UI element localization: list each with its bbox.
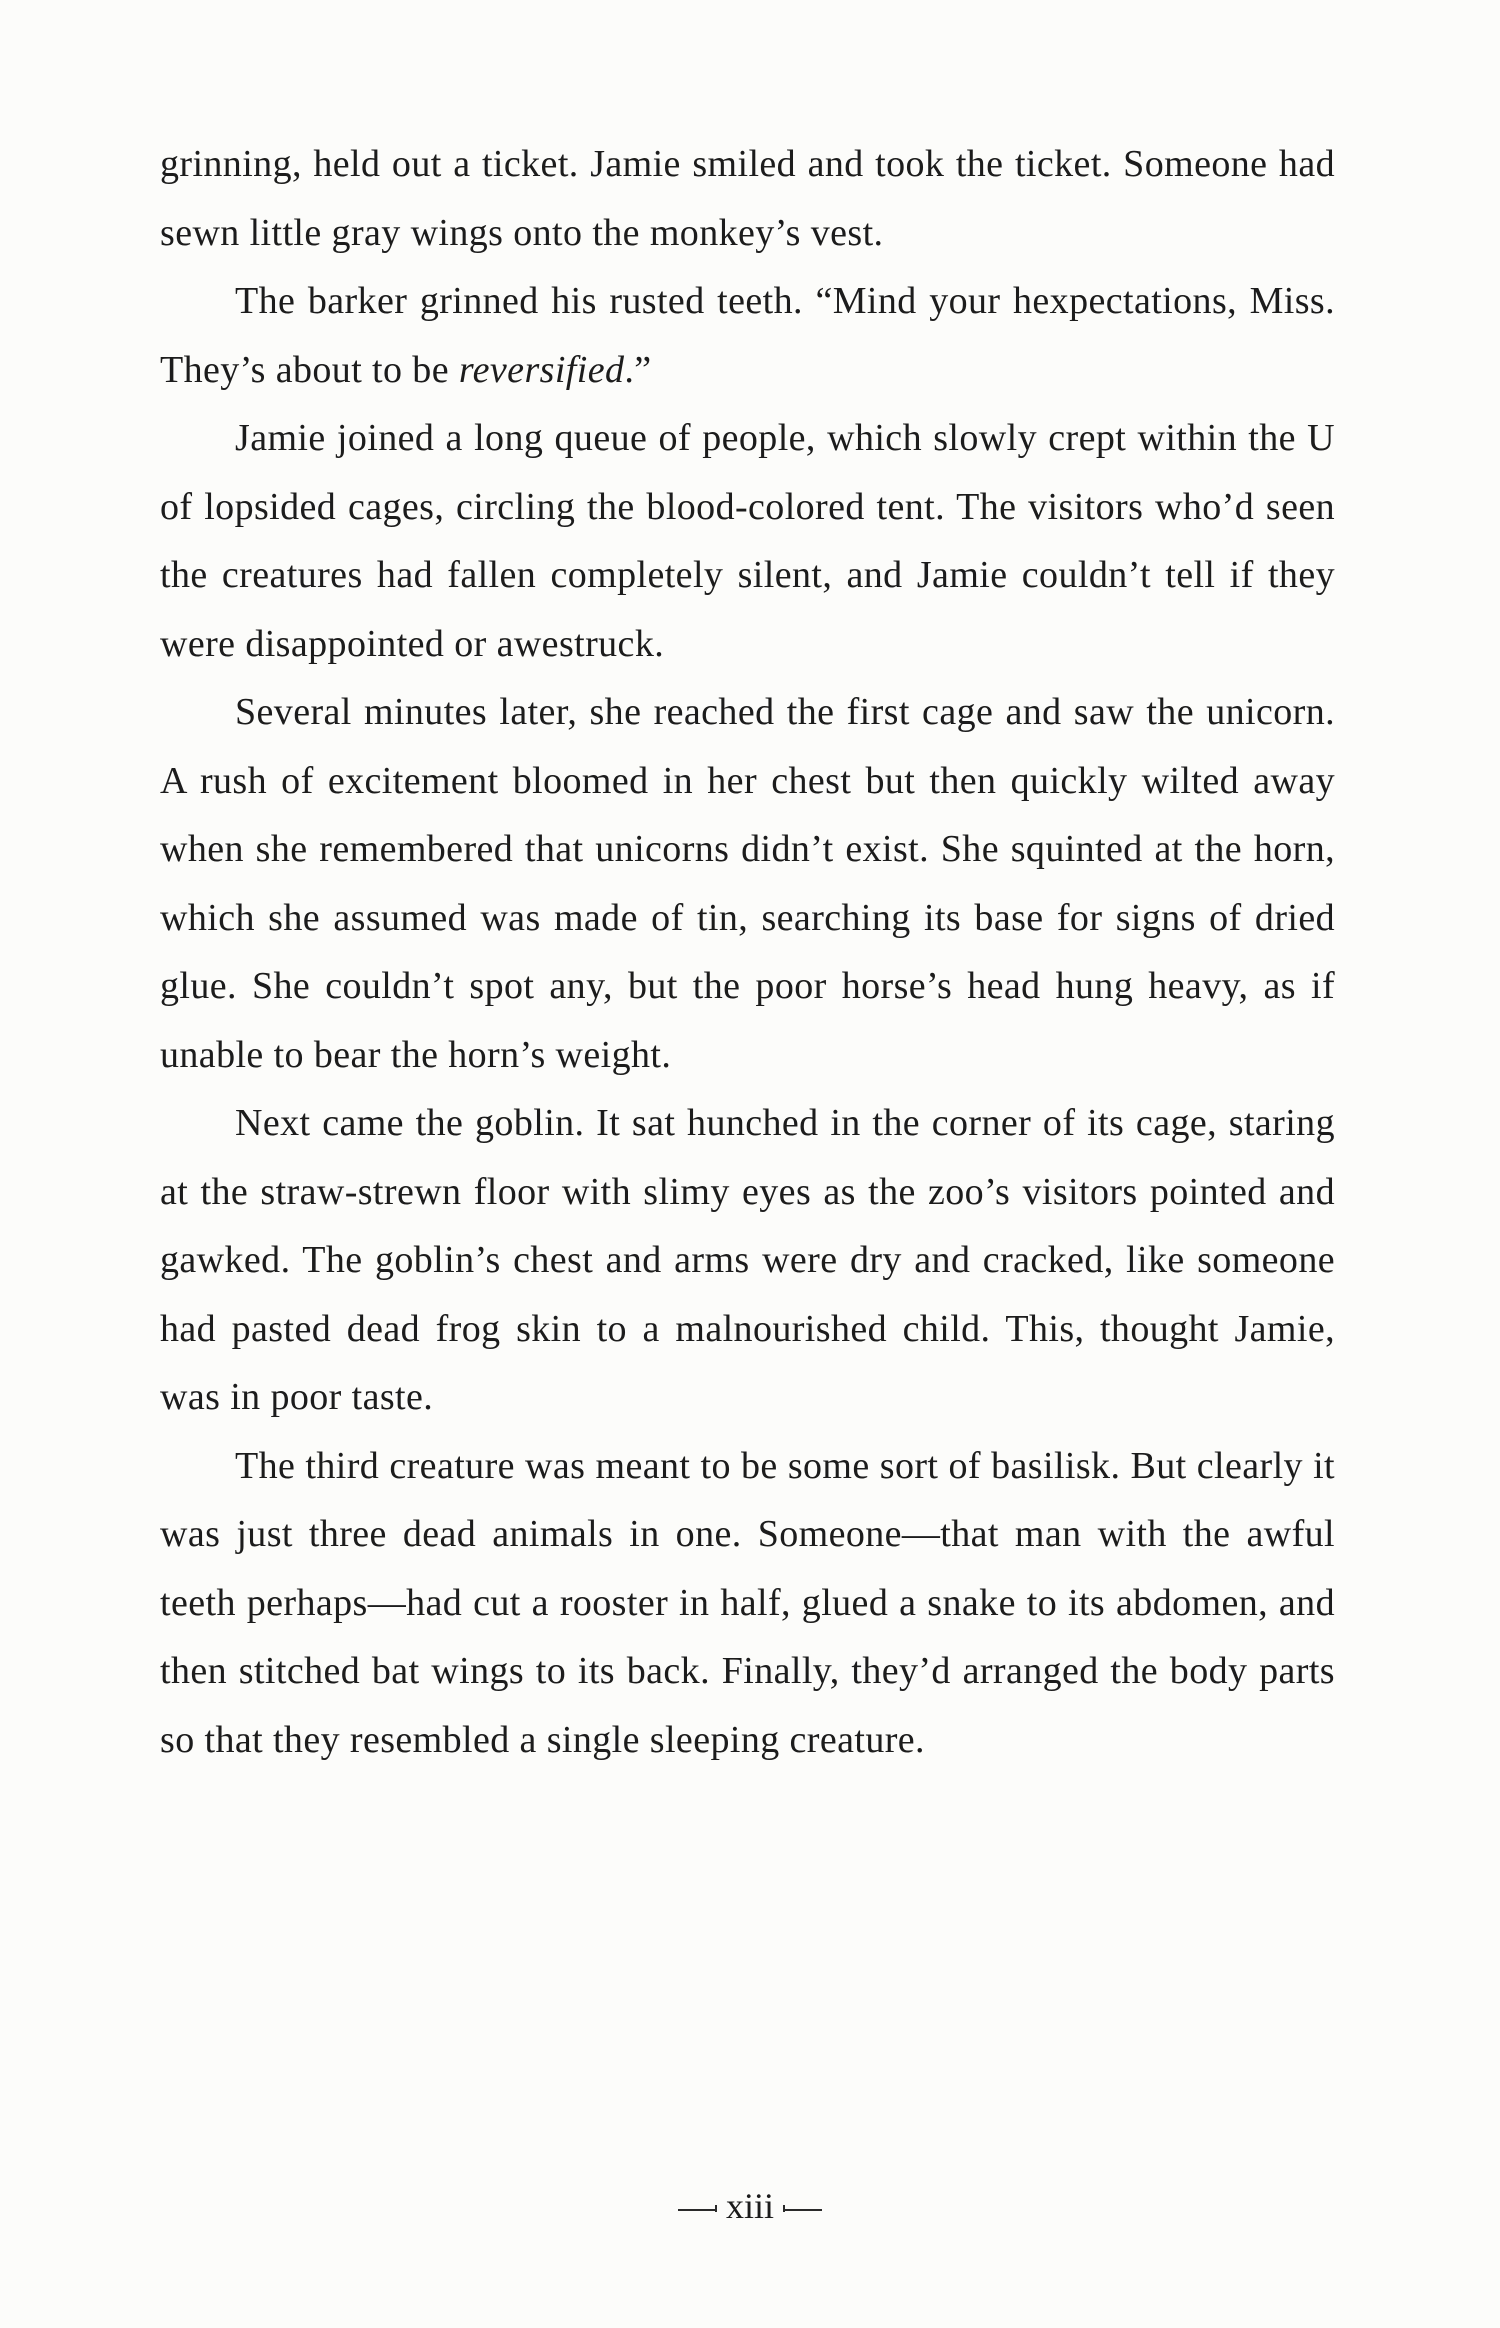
paragraph [160, 1432, 1335, 1775]
folio-left-rule [678, 2209, 716, 2211]
paragraph [160, 678, 1335, 1089]
page-number: xiii [725, 2186, 774, 2226]
body-text [160, 130, 1335, 1774]
text-run: The third creature was meant to be some sort of basilisk. But clearly it was just three dead animals in one. Someone—that man with the awful teeth perhaps—had cut a rooster in half, glued a snake to its abdomen, and then stitched bat wings to its back. Finally, they’d arranged the body parts so that they resembled a single sleeping creature. [160, 1444, 1335, 1761]
text-run: .” [624, 348, 652, 391]
text-run: Next came the goblin. It sat hunched in the corner of its cage, staring at the straw-strewn floor with slimy eyes as the zoo’s visitors pointed and gawked. The goblin’s chest and arms were dry and cracked, like someone had pasted dead frog skin to a malnourished child. This, thought Jamie, was in poor taste. [160, 1102, 1335, 1418]
paragraph [160, 267, 1335, 404]
paragraph [160, 1089, 1335, 1432]
folio-right-rule [784, 2209, 822, 2211]
text-run: The barker grinned his rusted teeth. “Mind your hexpectations, Miss. They’s about to be [160, 280, 1335, 391]
paragraph [160, 130, 1335, 267]
page-folio [0, 2185, 1500, 2227]
text-run: grinning, held out a ticket. Jamie smiled and took the ticket. Someone had sewn little gray wings onto the monkey’s vest. [160, 143, 1335, 254]
text-run: Several minutes later, she reached the first cage and saw the unicorn. A rush of excitement bloomed in her chest but then quickly wilted away when she remembered that unicorns didn’t exist. She squinted at the horn, which she assumed was made of tin, searching its base for signs of dried glue. She couldn’t spot any, but the poor horse’s head hung heavy, as if unable to bear the horn’s weight. [160, 691, 1335, 1076]
paragraph [160, 404, 1335, 678]
italic-text: reversified [458, 348, 625, 391]
text-run: Jamie joined a long queue of people, which slowly crept within the U of lopsided cages, circling the blood-colored tent. The visitors who’d seen the creatures had fallen completely silent, and Jamie couldn’t tell if they were disappointed or awestruck. [160, 417, 1335, 665]
